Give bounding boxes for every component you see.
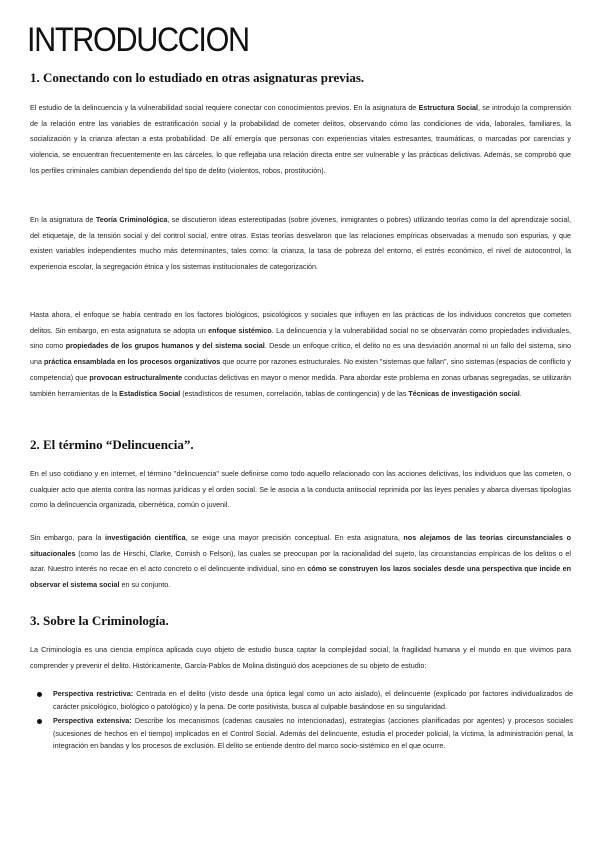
section-1-heading: 1. Conectando con lo estudiado en otras asignaturas previas.	[30, 70, 365, 85]
section-2-heading: 2. El término “Delincuencia”.	[30, 437, 194, 452]
section-3-heading: 3. Sobre la Criminología.	[30, 613, 169, 628]
section-1-paragraph-3: Hasta ahora, el enfoque se había centrado en los factores biológicos, psicológicos y sociales que influyen en las prácticas de los individuos concretos que cometen delitos. Sin embargo, en esta asignatura se adopta un enfoque sistémico. La delincuencia y la vulnerabilidad social no se observarán como propiedades individuales, sino como propiedades de los grupos humanos y del sistema social. Desde un enfoque crítico, el delito no es una desviación anormal ni un fallo del sistema, sino una práctica ensamblada en los procesos organizativos que ocurre por razones estructurales. No existen "sistemas que fallan", sino sistemas (espacios de conflicto y competencia) que provocan estructuralmente conductas delictivas en mayor o menor medida. Para abordar este problema en zonas urbanas segregadas, se utilizarán también herramientas de la Estadística Social (estadísticos de resumen, correlación, tablas de contingencia) y de las Técnicas de investigación social.	[30, 310, 572, 398]
section-1-paragraph-1: El estudio de la delincuencia y la vulnerabilidad social requiere conectar con conocimientos previos. En la asignatura de Estructura Social, se introdujo la comprensión de la relación entre las variables de estratificación social y la probabilidad de cometer delitos, observando cómo las condiciones de vida, laborales, familiares, la socialización y la crianza afectan a esta probabilidad. De allí emergía que personas con experiencias vitales estresantes, traumáticas, o marcadas por carencias y violencia, se encuentran frecuentemente en las cárceles, lo que reflejaba una relación directa entre ser vulnerable y las prácticas delictivas. Además, se comprobó que los perfiles criminales cambian dependiendo del tipo de delito (violentos, robos, prostitución).	[30, 103, 572, 175]
list-item: Perspectiva extensiva: Describe los mecanismos (cadenas causales no intencionadas), estrategias (acciones planificadas por agentes) y procesos sociales (sucesiones de hechos en el tiempo) implicados en el Control Social. Además del delincuente, estudia el proceder policial, la víctima, la administración penal, la integración en bandas y los procesos de exclusión. El delito se entiende dentro del marco socio-sistémico en el que ocurre.	[37, 715, 573, 753]
bullet-icon	[37, 692, 42, 697]
section-3-paragraph-1: La Criminología es una ciencia empírica aplicada cuyo objeto de estudio busca captar la complejidad social, la fragilidad humana y el mundo en que vivimos para comprender y prevenir el delito. Históricamente, García-Pablos de Molina distinguió dos acepciones de su objeto de estudio:	[30, 645, 571, 670]
list-item: Perspectiva restrictiva: Centrada en el delito (visto desde una óptica legal como un acto aislado), el delincuente (explicado por factores individualizados de carácter psicológico, biológico o patológico) y la pena. De corte positivista, busca al culpable basándose en su singularidad.	[37, 688, 573, 713]
section-1-paragraph-2: En la asignatura de Teoría Criminológica, se discutieron ideas estereotipadas (sobre jóvenes, inmigrantes o pobres) utilizando teorías como la del aprendizaje social, del etiquetaje, de la tensión social y del control social, entre otras. Estas teorías desvelaron que las relaciones empíricas observadas a menudo son espurias, y que existen variables independientes mucho más determinantes, tales como: la crianza, la tasa de pobreza del entorno, el estrés económico, el nivel de autocontrol, la experiencia escolar, la segregación étnica y los sistemas institucionales de categorización.	[30, 215, 571, 272]
criminology-perspectives-list	[37, 688, 573, 755]
bullet-icon	[37, 719, 42, 724]
section-2-paragraph-2: Sin embargo, para la investigación científica, se exige una mayor precisión conceptual. En esta asignatura, nos alejamos de las teorías circunstanciales o situacionales (como las de Hirschi, Clarke, Cornish o Felson), las cuales se preocupan por la racionalidad del sujeto, las circunstancias empíricas de los delitos o el azar. Nuestro interés no recae en el acto concreto o el delincuente individual, sino en cómo se construyen los lazos sociales desde una perspectiva que incide en observar el sistema social en su conjunto.	[30, 533, 571, 590]
page-title: INTRODUCCION	[27, 21, 249, 59]
section-2-paragraph-1: En el uso cotidiano y en internet, el término "delincuencia" suele definirse como todo aquello relacionado con las acciones delictivas, los individuos que las cometen, o cualquier acto que atenta contra las normas jurídicas y el orden social. Se le asocia a la conducta antisocial reprimida por las leyes penales y abarca diversas tipologías como la delincuencia organizada, cibernética, común o juvenil.	[30, 469, 571, 510]
